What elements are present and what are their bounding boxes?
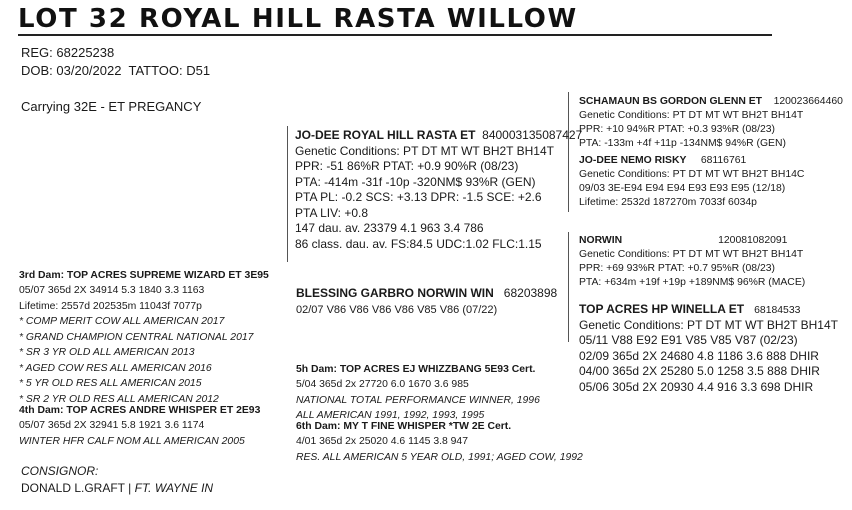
dam-sire-detail: PTA: +634m +19f +19p +189NM$ 96%R (MACE) — [579, 277, 806, 288]
third-dam-detail: Lifetime: 2557d 202535m 11043f 7077p — [19, 300, 202, 312]
dam-sire-name: NORWIN — [579, 235, 623, 246]
sire-sire-name: SCHAMAUN BS GORDON GLENN ET — [579, 96, 762, 107]
dam-dam-detail: Genetic Conditions: PT DT MT WT BH2T BH14T — [579, 318, 838, 332]
third-dam-honor: * SR 2 YR OLD RES ALL AMERICAN 2012 — [19, 393, 219, 405]
sire-dam-detail: Lifetime: 2532d 187270m 7033f 6034p — [579, 197, 757, 208]
consignor-location: FT. WAYNE IN — [134, 480, 214, 495]
third-dam-honor: * 5 YR OLD RES ALL AMERICAN 2015 — [19, 378, 202, 390]
consignor-label: CONSIGNOR: — [21, 464, 99, 478]
sire-sire-block — [579, 95, 843, 151]
sire-sire-detail: PTA: -133m +4f +11p -134NM$ 94%R (GEN) — [579, 138, 786, 149]
fifth-dam-detail: 5/04 365d 2x 27720 6.0 1670 3.6 985 — [296, 379, 469, 390]
title-underline — [18, 34, 772, 36]
dam-sire-detail: Genetic Conditions: PT DT MT WT BH2T BH14T — [579, 249, 804, 260]
fourth-dam-block — [19, 404, 260, 449]
birth-and-tattoo — [21, 63, 210, 79]
dam-name: BLESSING GARBRO NORWIN WIN — [296, 286, 494, 300]
sire-detail: PTA: -414m -31f -10p -320NM$ 93%R (GEN) — [295, 174, 536, 189]
sire-name: JO-DEE ROYAL HILL RASTA ET — [295, 128, 476, 142]
fifth-dam-honor: ALL AMERICAN 1991, 1992, 1993, 1995 — [296, 410, 485, 421]
sixth-dam-detail: 4/01 365d 2x 25020 4.6 1145 3.8 947 — [296, 436, 468, 447]
fourth-dam-honor: WINTER HFR CALF NOM ALL AMERICAN 2005 — [19, 435, 245, 447]
dam-sire-id: 120081082091 — [718, 235, 788, 246]
sire-dam-name: JO-DEE NEMO RISKY — [579, 155, 687, 166]
sixth-dam-block — [296, 420, 583, 465]
consignor-separator: | — [124, 480, 135, 495]
dam-detail: 02/07 V86 V86 V86 V86 V85 V86 (07/22) — [296, 303, 498, 316]
fifth-dam-name: 5h Dam: TOP ACRES EJ WHIZZBANG 5E93 Cert. — [296, 364, 536, 375]
consignor-block — [21, 464, 213, 496]
sire-dam-block — [579, 154, 804, 210]
dam-dam-detail: 05/06 305d 2X 20930 4.4 916 3.3 698 DHIR — [579, 379, 814, 394]
dam-dam-detail: 02/09 365d 2X 24680 4.8 1186 3.6 888 DHIR — [579, 348, 819, 363]
fourth-dam-name: 4th Dam: TOP ACRES ANDRE WHISPER ET 2E93 — [19, 405, 261, 416]
dam-block — [296, 286, 557, 317]
dam-dam-name: TOP ACRES HP WINELLA ET — [579, 302, 745, 316]
sire-dam-detail: 09/03 3E-E94 E94 E94 E93 E93 E95 (12/18) — [579, 183, 786, 194]
third-dam-honor: * AGED COW RES ALL AMERICAN 2016 — [19, 362, 212, 374]
tattoo: TATTOO: D51 — [128, 63, 211, 78]
sixth-dam-name: 6th Dam: MY T FINE WHISPER *TW 2E Cert. — [296, 421, 512, 432]
consignor-name: DONALD L.GRAFT — [21, 480, 125, 495]
sixth-dam-honor: RES. ALL AMERICAN 5 YEAR OLD, 1991; AGED COW, 1992 — [296, 451, 583, 463]
third-dam-honor: * SR 3 YR OLD ALL AMERICAN 2013 — [19, 347, 195, 359]
third-dam-honor: * COMP MERIT COW ALL AMERICAN 2017 — [19, 316, 225, 327]
sire-sire-detail: Genetic Conditions: PT DT MT WT BH2T BH14T — [579, 110, 804, 121]
dam-dam-detail: 05/11 V88 E92 E91 V85 V85 V87 (02/23) — [579, 333, 798, 348]
dam-sire-detail: PPR: +69 93%R PTAT: +0.7 95%R (08/23) — [579, 263, 775, 274]
dam-dam-detail: 04/00 365d 2X 25280 5.0 1258 3.5 888 DHIR — [579, 364, 820, 379]
sire-bracket — [287, 126, 288, 262]
sire-id: 840003135087427 — [482, 128, 583, 142]
sire-sire-id: 120023664460 — [773, 96, 843, 107]
fourth-dam-detail: 05/07 365d 2X 32941 5.8 1921 3.6 1174 — [19, 420, 205, 431]
sire-sire-detail: PPR: +10 94%R PTAT: +0.3 93%R (08/23) — [579, 124, 775, 135]
sire-block — [295, 128, 582, 253]
dam-dam-id: 68184533 — [754, 305, 801, 316]
registration-number: REG: 68225238 — [21, 45, 115, 60]
sire-detail: 86 class. dau. av. FS:84.5 UDC:1.02 FLC:1.15 — [295, 237, 542, 252]
lot-title: LOT 32 ROYAL HILL RASTA WILLOW — [18, 4, 578, 34]
sire-detail: PTA PL: -0.2 SCS: +3.13 DPR: -1.5 SCE: +2.6 — [295, 190, 542, 205]
third-dam-name: 3rd Dam: TOP ACRES SUPREME WIZARD ET 3E95 — [19, 270, 269, 281]
third-dam-block — [19, 269, 269, 408]
third-dam-honor: * GRAND CHAMPION CENTRAL NATIONAL 2017 — [19, 331, 254, 343]
carrying-note: Carrying 32E - ET PREGANCY — [21, 99, 202, 114]
sire-dam-id: 68116761 — [700, 155, 747, 166]
sire-detail: 147 dau. av. 23379 4.1 963 3.4 786 — [295, 221, 484, 236]
third-dam-detail: 05/07 365d 2X 34914 5.3 1840 3.3 1163 — [19, 285, 205, 296]
dam-id: 68203898 — [503, 286, 558, 300]
sire-detail: PPR: -51 86%R PTAT: +0.9 90%R (08/23) — [295, 159, 519, 174]
fifth-dam-honor: NATIONAL TOTAL PERFORMANCE WINNER, 1996 — [296, 394, 540, 406]
dam-dam-block — [579, 302, 838, 395]
sire-dam-detail: Genetic Conditions: PT DT MT WT BH2T BH14C — [579, 169, 805, 180]
dam-sire-block — [579, 234, 805, 290]
date-of-birth: DOB: 03/20/2022 — [21, 63, 122, 78]
sire-detail: PTA LIV: +0.8 — [295, 205, 369, 220]
fifth-dam-block — [296, 363, 540, 424]
sire-detail: Genetic Conditions: PT DT MT WT BH2T BH14T — [295, 143, 554, 158]
